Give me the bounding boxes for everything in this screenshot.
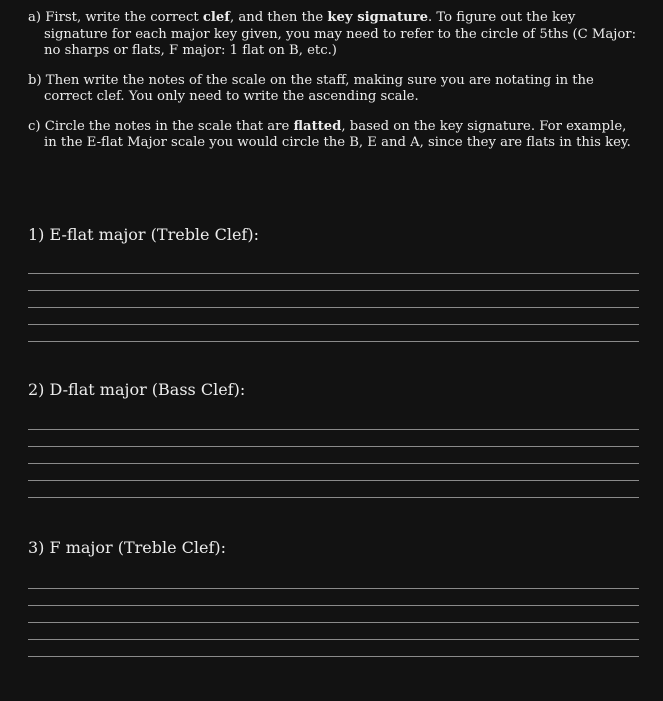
- instruction-a-prefix: a) First, write the correct: [28, 10, 203, 25]
- instruction-c: [28, 119, 640, 152]
- instruction-a-mid: , and then the: [229, 10, 328, 25]
- instruction-a-clef-bold: clef: [202, 10, 230, 25]
- staff-line: [28, 497, 639, 498]
- instruction-b-text: b) Then write the notes of the scale on the staff, making sure you are notating in the correct clef. You only need to write the ascending scale.: [28, 72, 594, 104]
- instruction-a-suffix: . To figure out the key signature for each major key given, you may need to refer to the circle of 5ths (C Major: no sharps or flats, F major: 1 flat on B, etc.): [44, 10, 637, 58]
- instructions: [28, 10, 640, 165]
- instruction-c-suffix: , based on the key signature. For example, in the E-flat Major scale you would circle the B, E and A, since they are flats in this key.: [44, 118, 631, 150]
- staff-2[interactable]: [28, 429, 639, 501]
- staff-3[interactable]: [28, 588, 639, 660]
- staff-line: [28, 324, 639, 325]
- staff-line: [28, 273, 639, 274]
- instruction-c-flatted-bold: flatted: [293, 118, 342, 134]
- instruction-a-key-signature-bold: key signature: [327, 10, 428, 25]
- staff-line: [28, 656, 639, 657]
- staff-line: [28, 463, 639, 464]
- staff-line: [28, 605, 639, 606]
- staff-1[interactable]: [28, 273, 639, 345]
- staff-line: [28, 307, 639, 308]
- staff-line: [28, 446, 639, 447]
- instruction-a: [28, 10, 640, 60]
- question-2-label: 2) D-flat major (Bass Clef):: [28, 380, 246, 399]
- staff-line: [28, 429, 639, 430]
- staff-line: [28, 480, 639, 481]
- staff-line: [28, 341, 639, 342]
- staff-line: [28, 588, 639, 589]
- question-3-label: 3) F major (Treble Clef):: [28, 538, 227, 557]
- question-1-label: 1) E-flat major (Treble Clef):: [28, 225, 259, 244]
- instruction-b: [28, 73, 640, 106]
- staff-line: [28, 639, 639, 640]
- staff-line: [28, 290, 639, 291]
- instruction-c-prefix: c) Circle the notes in the scale that are: [28, 118, 294, 134]
- staff-line: [28, 622, 639, 623]
